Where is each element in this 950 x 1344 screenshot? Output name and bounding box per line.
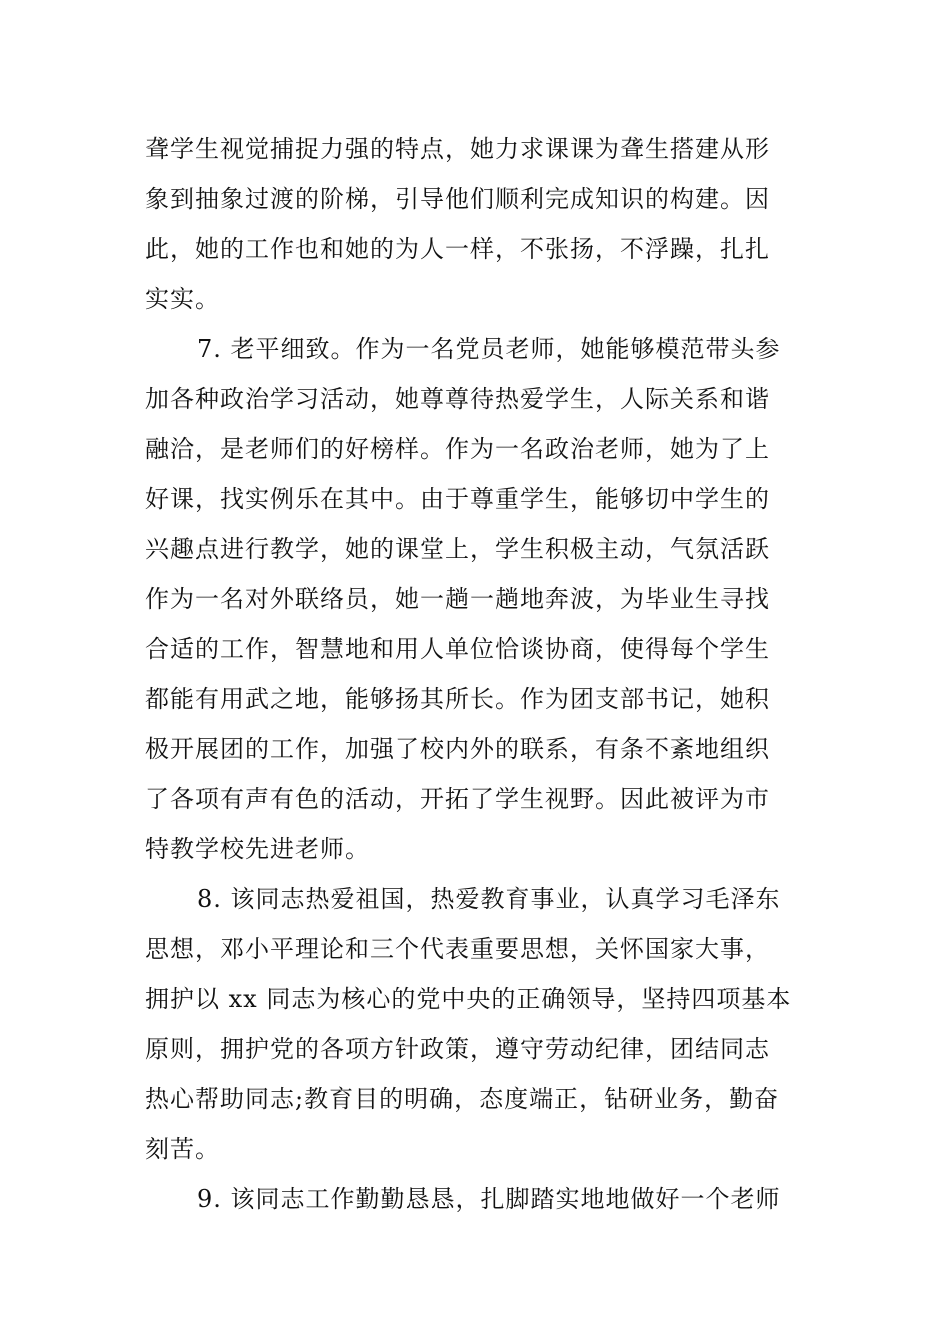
- paragraph-line: 融洽，是老师们的好榜样。作为一名政治老师，她为了上: [145, 435, 770, 463]
- paragraph-line: 象到抽象过渡的阶梯，引导他们顺利完成知识的构建。因: [145, 185, 770, 213]
- paragraph-line: 极开展团的工作，加强了校内外的联系，有条不紊地组织: [145, 735, 770, 763]
- paragraph-line: 此，她的工作也和她的为人一样，不张扬，不浮躁，扎扎: [145, 235, 770, 263]
- paragraph-line: 好课，找实例乐在其中。由于尊重学生，能够切中学生的: [145, 485, 770, 513]
- paragraph-line: 拥护以 xx 同志为核心的党中央的正确领导，坚持四项基本: [145, 985, 792, 1013]
- paragraph-line: 刻苦。: [145, 1135, 220, 1163]
- paragraph-line: 热心帮助同志;教育目的明确，态度端正，钻研业务，勤奋: [145, 1085, 780, 1113]
- paragraph-9-first-line: 9. 该同志工作勤勤恳恳，扎脚踏实地地做好一个老师: [197, 1185, 781, 1213]
- paragraph-line: 加各种政治学习活动，她尊尊待热爱学生，人际关系和谐: [145, 385, 770, 413]
- paragraph-line: 实实。: [145, 285, 220, 313]
- paragraph-7-first-line: 7. 老平细致。作为一名党员老师，她能够模范带头参: [197, 335, 781, 363]
- paragraph-line: 特教学校先进老师。: [145, 835, 370, 863]
- paragraph-line: 都能有用武之地，能够扬其所长。作为团支部书记，她积: [145, 685, 770, 713]
- paragraph-line: 兴趣点进行教学，她的课堂上，学生积极主动，气氛活跃: [145, 535, 770, 563]
- paragraph-line: 思想，邓小平理论和三个代表重要思想，关怀国家大事，: [145, 935, 770, 963]
- paragraph-line: 聋学生视觉捕捉力强的特点，她力求课课为聋生搭建从形: [145, 135, 770, 163]
- paragraph-line: 合适的工作，智慧地和用人单位恰谈协商，使得每个学生: [145, 635, 770, 663]
- paragraph-line: 原则，拥护党的各项方针政策，遵守劳动纪律，团结同志: [145, 1035, 770, 1063]
- paragraph-line: 了各项有声有色的活动，开拓了学生视野。因此被评为市: [145, 785, 770, 813]
- paragraph-8-first-line: 8. 该同志热爱祖国，热爱教育事业，认真学习毛泽东: [197, 885, 781, 913]
- paragraph-line: 作为一名对外联络员，她一趟一趟地奔波，为毕业生寻找: [145, 585, 770, 613]
